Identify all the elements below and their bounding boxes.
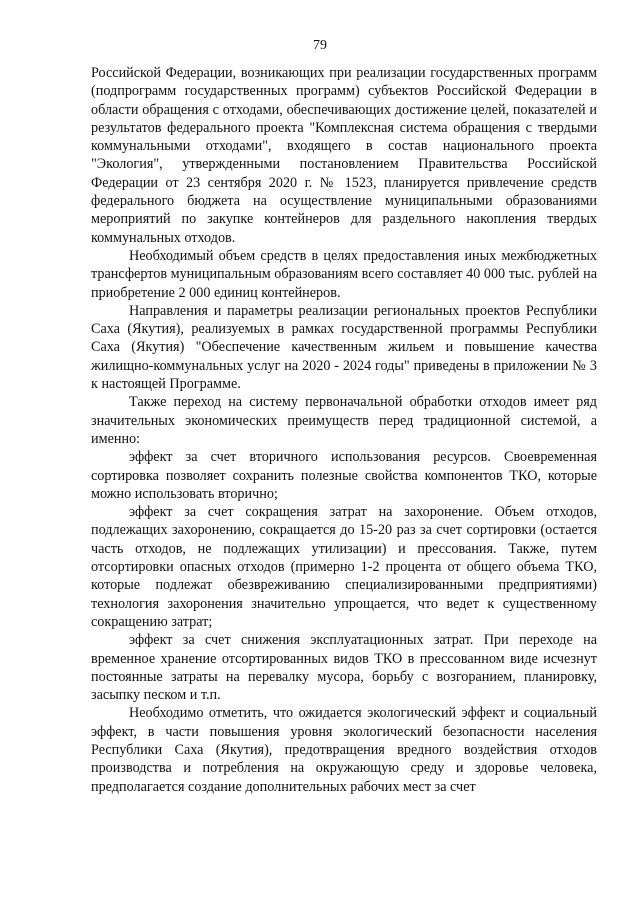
paragraph-burial-cost-effect: эффект за счет сокращения затрат на захоронение. Объем отходов, подлежащих захоронению, сокращается до 15-20 раз за счет сортировки (остается часть отходов, не подлежащих утилизации) и прессования. Также, путем отсортировки опасных отходов (примерно 1-2 процента от общего объема ТКО, которые подлежат обезвреживанию специализированными предприятиями) технология захоронения значительно упрощается, что ведет к существенному сокращению затрат;	[91, 504, 597, 630]
paragraph-operating-cost-effect: эффект за счет снижения эксплуатационных затрат. При переходе на временное хранение отсортированных видов ТКО в прессованном виде исчезнут постоянные затраты на перевалку мусора, борьбу с возгоранием, планировку, засыпку песком и т.п.	[91, 632, 597, 704]
paragraph-ecological-effect: Необходимо отметить, что ожидается экологический эффект и социальный эффект, в части повышения уровня экологический безопасности населения Республики Саха (Якутия), предотвращения вредного воздействия отходов производства и потребления на окружающую среду и здоровье человека, предполагается создание дополнительных рабочих мест за счет	[91, 705, 597, 795]
paragraph-economic-advantages: Также переход на систему первоначальной обработки отходов имеет ряд значительных экономических преимуществ перед традиционной системой, а именно:	[91, 394, 597, 447]
paragraph-continuation: Российской Федерации, возникающих при реализации государственных программ (подпрограмм государственных программ) субъектов Российской Федерации в области обращения с отходами, обеспечивающих достижение целей, показателей и результатов федерального проекта "Комплексная система обращения с твердыми коммунальными отходами", входящего в состав национального проекта "Экология", утвержденными постановлением Правительства Российской Федерации от 23 сентября 2020 г. № 1523, планируется привлечение средств федерального бюджета на осуществление муниципальными образованиями мероприятий по закупке контейнеров для раздельного накопления твердых коммунальных отходов.	[91, 65, 597, 246]
paragraph-secondary-use-effect: эффект за счет вторичного использования ресурсов. Своевременная сортировка позволяет сохранить полезные свойства компонентов ТКО, которые можно использовать вторично;	[91, 449, 597, 502]
page-number: 79	[313, 38, 327, 53]
body-text	[91, 64, 597, 796]
paragraph-funding-volume: Необходимый объем средств в целях предоставления иных межбюджетных трансфертов муниципальным образованиям всего составляет 40 000 тыс. рублей на приобретение 2 000 единиц контейнеров.	[91, 247, 597, 301]
paragraph-regional-projects: Направления и параметры реализации региональных проектов Республики Саха (Якутия), реализуемых в рамках государственной программы Республики Саха (Якутия) "Обеспечение качественным жильем и повышение качества жилищно-коммунальных услуг на 2020 - 2024 годы" приведены в приложении № 3 к настоящей Программе.	[91, 302, 597, 393]
